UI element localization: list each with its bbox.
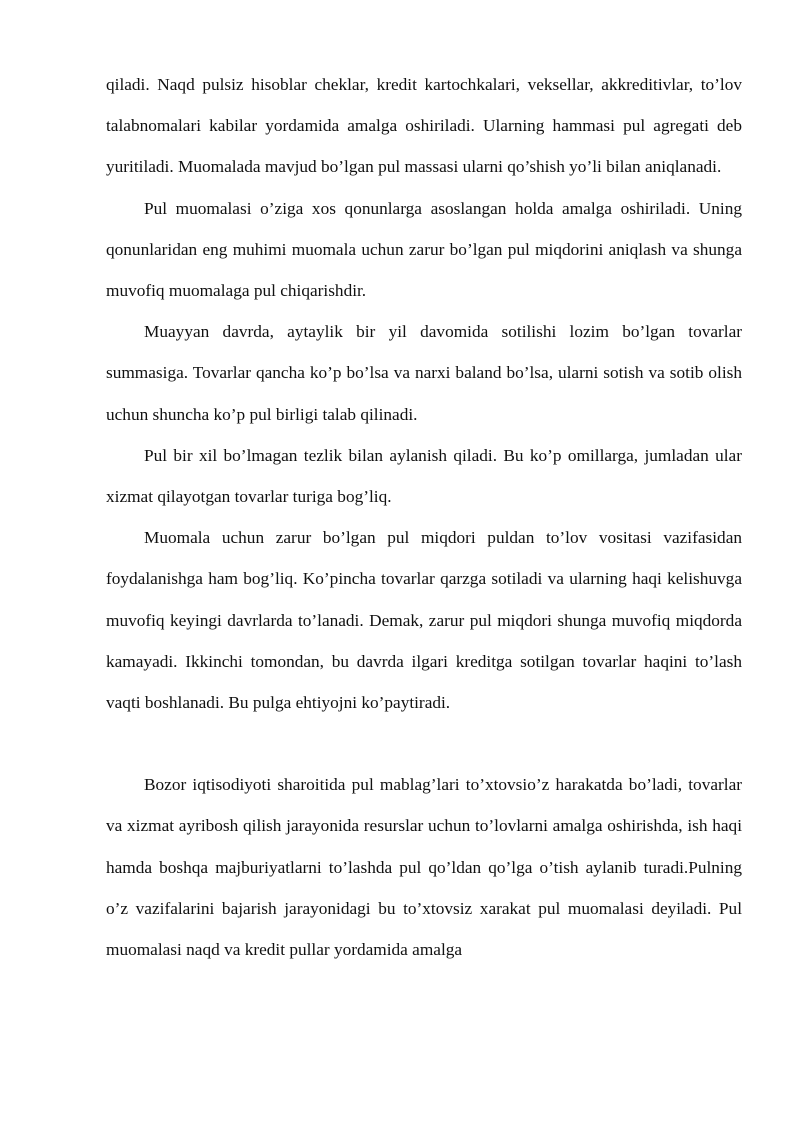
paragraph-2: Pul muomalasi o’ziga xos qonunlarga asoslangan holda amalga oshiriladi. Uning qonunlaridan eng muhimi muomala uchun zarur bo’lgan pul miqdorini aniqlash va shunga muvofiq muomalaga pul chiqarishdir.	[106, 198, 742, 301]
paragraph-3: Muayyan davrda, aytaylik bir yil davomida sotilishi lozim bo’lgan tovarlar summasiga. Tovarlar qancha ko’p bo’lsa va narxi baland bo’lsa, ularni sotish va sotib olish uchun shuncha ko’p pul birligi talab qilinadi.	[106, 322, 742, 424]
paragraph-1: qiladi. Naqd pulsiz hisoblar cheklar, kredit kartochkalari, veksellar, akkreditivlar, to’lov talabnomalari kabilar yordamida amalga oshiriladi. Ularning hammasi pul agregati deb yuritiladi. Muomalada mavjud bo’lgan pul massasi ularni qo’shish yo’li bilan aniqlanadi.	[106, 75, 742, 177]
paragraph-spacer	[106, 723, 742, 764]
paragraph-6: Bozor iqtisodiyoti sharoitida pul mablag’lari to’xtovsio’z harakatda bo’ladi, tovarlar va xizmat ayribosh qilish jarayonida resurslar uchun to’lovlarni amalga oshirishda, ish haqi hamda boshqa majburiyatlarni to’lashda pul qo’ldan qo’lga o’tish aylanib turadi.Pulning o’z vazifalarini bajarish jarayonidagi bu to’xtovsiz xarakat pul muomalasi deyiladi. Pul muomalasi naqd va kredit pullar yordamida amalga	[106, 775, 742, 960]
paragraph-5: Muomala uchun zarur bo’lgan pul miqdori puldan to’lov vositasi vazifasidan foydalanishga ham bog’liq. Ko’pincha tovarlar qarzga sotiladi va ularning haqi kelishuvga muvofiq keyingi davrlarda to’lanadi. Demak, zarur pul miqdori shunga muvofiq miqdorda kamayadi. Ikkinchi tomondan, bu davrda ilgari kreditga sotilgan tovarlar haqini to’lash vaqti boshlanadi. Bu pulga ehtiyojni ko’paytiradi.	[106, 528, 742, 713]
document-page	[106, 64, 742, 970]
paragraph-4: Pul bir xil bo’lmagan tezlik bilan aylanish qiladi. Bu ko’p omillarga, jumladan ular xizmat qilayotgan tovarlar turiga bog’liq.	[106, 445, 742, 507]
